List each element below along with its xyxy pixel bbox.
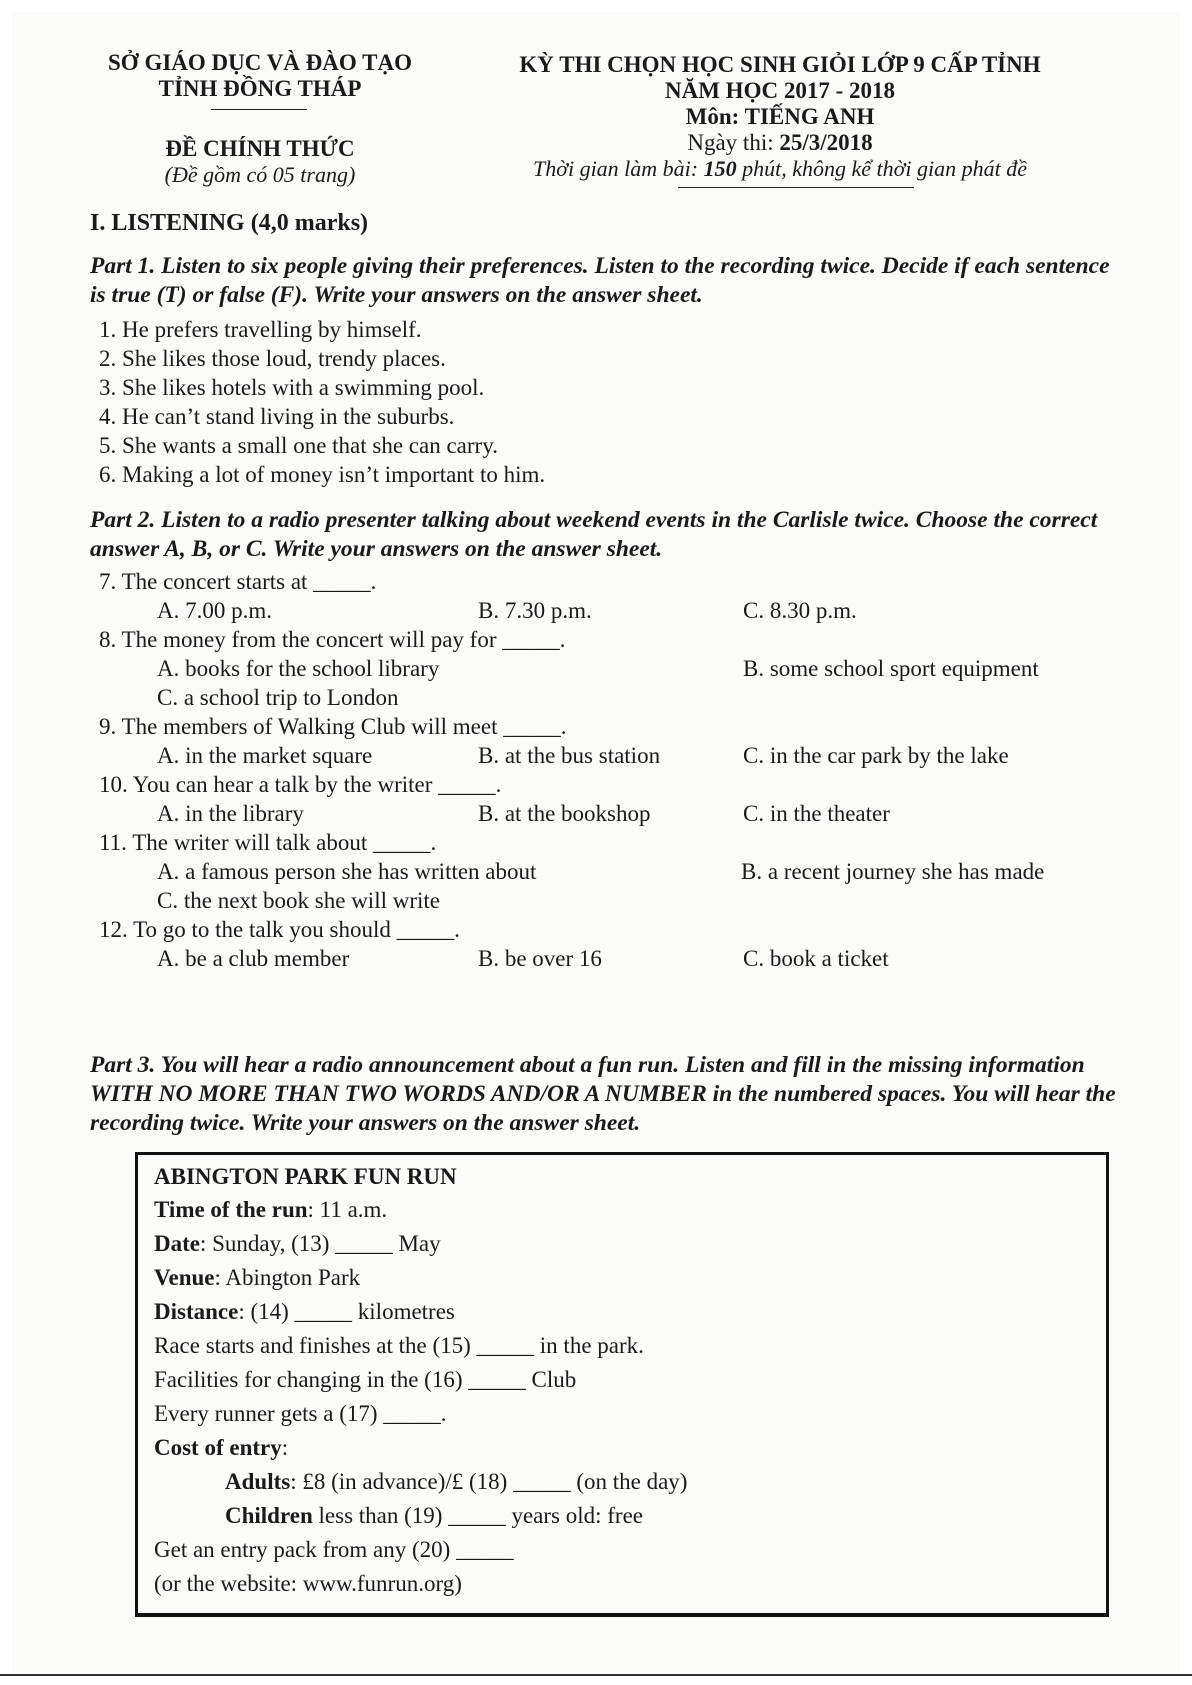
fun-run-notice-box [135, 1152, 1109, 1617]
adults-value: : £8 (in advance)/£ (18) _____ (on the day) [290, 1469, 688, 1494]
cost-colon: : [281, 1435, 289, 1460]
duration-suffix: phút, không kể thời gian phát đề [736, 156, 1027, 181]
question-12-option-c: C. book a ticket [743, 946, 889, 971]
question-8-option-a: A. books for the school library [157, 656, 440, 681]
question-10-option-c: C. in the theater [743, 801, 890, 826]
question-8: 8. The money from the concert will pay for _____. [99, 627, 566, 652]
part1-item-3: 3. She likes hotels with a swimming pool. [99, 375, 485, 400]
part1-item-2: 2. She likes those loud, trendy places. [99, 346, 446, 371]
part1-item-6: 6. Making a lot of money isn’t important to him. [99, 462, 546, 487]
section-title: I. LISTENING (4,0 marks) [90, 210, 369, 236]
part2-instruction: Part 2. Listen to a radio presenter talking about weekend events in the Carlisle twice. Choose the correct answer A, B, or C. Write your answers on the answer sheet. [90, 507, 1098, 562]
header-left-divider [211, 109, 307, 110]
duration-prefix: Thời gian làm bài: [532, 156, 704, 181]
notice-title: ABINGTON PARK FUN RUN [154, 1164, 457, 1189]
notice-runner: Every runner gets a (17) _____. [154, 1401, 447, 1426]
adults-label: Adults [225, 1469, 291, 1494]
children-label: Children [225, 1503, 313, 1528]
subject: Môn: TIẾNG ANH [685, 104, 875, 129]
question-12-option-b: B. be over 16 [478, 946, 602, 971]
question-12: 12. To go to the talk you should _____. [99, 917, 460, 942]
exam-title: KỲ THI CHỌN HỌC SINH GIỎI LỚP 9 CẤP TỈNH [519, 52, 1041, 77]
time-label: Time of the run [154, 1197, 308, 1222]
exam-duration [492, 156, 1068, 182]
notice-venue [154, 1265, 360, 1291]
notice-adults [225, 1469, 687, 1495]
children-value: less than (19) _____ years old: free [312, 1503, 643, 1528]
department-name: SỞ GIÁO DỤC VÀ ĐÀO TẠO [108, 50, 412, 75]
notice-entry: Get an entry pack from any (20) _____ [154, 1537, 514, 1562]
distance-value: : (14) _____ kilometres [238, 1299, 455, 1324]
question-10: 10. You can hear a talk by the writer _____. [99, 772, 502, 797]
question-9: 9. The members of Walking Club will meet _____. [99, 714, 567, 739]
question-9-option-b: B. at the bus station [478, 743, 661, 768]
exam-date-label: Ngày thi: [687, 130, 780, 155]
part1-item-1: 1. He prefers travelling by himself. [99, 317, 422, 342]
part1-instruction: Part 1. Listen to six people giving their preferences. Listen to the recording twice. Decide if each sentence is true (T) or false (F). Write your answers on the answer sheet. [90, 253, 1110, 308]
official-label: ĐỀ CHÍNH THỨC [165, 136, 355, 161]
notice-time [154, 1197, 387, 1223]
venue-value: : Abington Park [214, 1265, 361, 1290]
venue-label: Venue [154, 1265, 215, 1290]
province-name: TỈNH ĐỒNG THÁP [158, 76, 362, 101]
notice-distance [154, 1299, 455, 1325]
question-10-option-a: A. in the library [157, 801, 304, 826]
question-7-option-a: A. 7.00 p.m. [157, 598, 272, 623]
notice-cost [154, 1435, 288, 1461]
notice-facilities: Facilities for changing in the (16) _____ Club [154, 1367, 577, 1392]
question-9-option-a: A. in the market square [157, 743, 373, 768]
exam-date-value: 25/3/2018 [779, 130, 873, 155]
part1-item-5: 5. She wants a small one that she can carry. [99, 433, 498, 458]
question-11-option-a: A. a famous person she has written about [157, 859, 537, 884]
cost-label: Cost of entry [154, 1435, 282, 1460]
part3-instruction: Part 3. You will hear a radio announcement about a fun run. Listen and fill in the missing information WITH NO MORE THAN TWO WORDS AND/OR A NUMBER in the numbered spaces. You will hear the recording twice. Write your answers on the answer sheet. [90, 1052, 1116, 1136]
question-9-option-c: C. in the car park by the lake [743, 743, 1009, 768]
header-right-divider [678, 187, 914, 188]
notice-website: (or the website: www.funrun.org) [154, 1571, 462, 1596]
duration-value: 150 [703, 156, 737, 181]
time-value: : 11 a.m. [307, 1197, 388, 1222]
school-year: NĂM HỌC 2017 - 2018 [665, 78, 895, 103]
notice-date [154, 1231, 441, 1257]
exam-date [500, 130, 1060, 156]
question-7-option-c: C. 8.30 p.m. [743, 598, 857, 623]
question-11-option-c: C. the next book she will write [157, 888, 440, 913]
notice-race: Race starts and finishes at the (15) _____ in the park. [154, 1333, 644, 1358]
question-8-option-b: B. some school sport equipment [743, 656, 1039, 681]
question-7: 7. The concert starts at _____. [99, 569, 377, 594]
question-11-option-b: B. a recent journey she has made [741, 859, 1045, 884]
notice-children [225, 1503, 643, 1529]
question-11: 11. The writer will talk about _____. [99, 830, 437, 855]
date-label: Date [154, 1231, 200, 1256]
distance-label: Distance [154, 1299, 239, 1324]
question-10-option-b: B. at the bookshop [478, 801, 651, 826]
question-7-option-b: B. 7.30 p.m. [478, 598, 592, 623]
page-count: (Đề gồm có 05 trang) [164, 162, 356, 187]
question-12-option-a: A. be a club member [157, 946, 350, 971]
page-bottom-edge [0, 1674, 1192, 1676]
question-8-option-c: C. a school trip to London [157, 685, 399, 710]
date-value: : Sunday, (13) _____ May [199, 1231, 441, 1256]
part1-item-4: 4. He can’t stand living in the suburbs. [99, 404, 455, 429]
exam-page [12, 12, 1180, 1673]
